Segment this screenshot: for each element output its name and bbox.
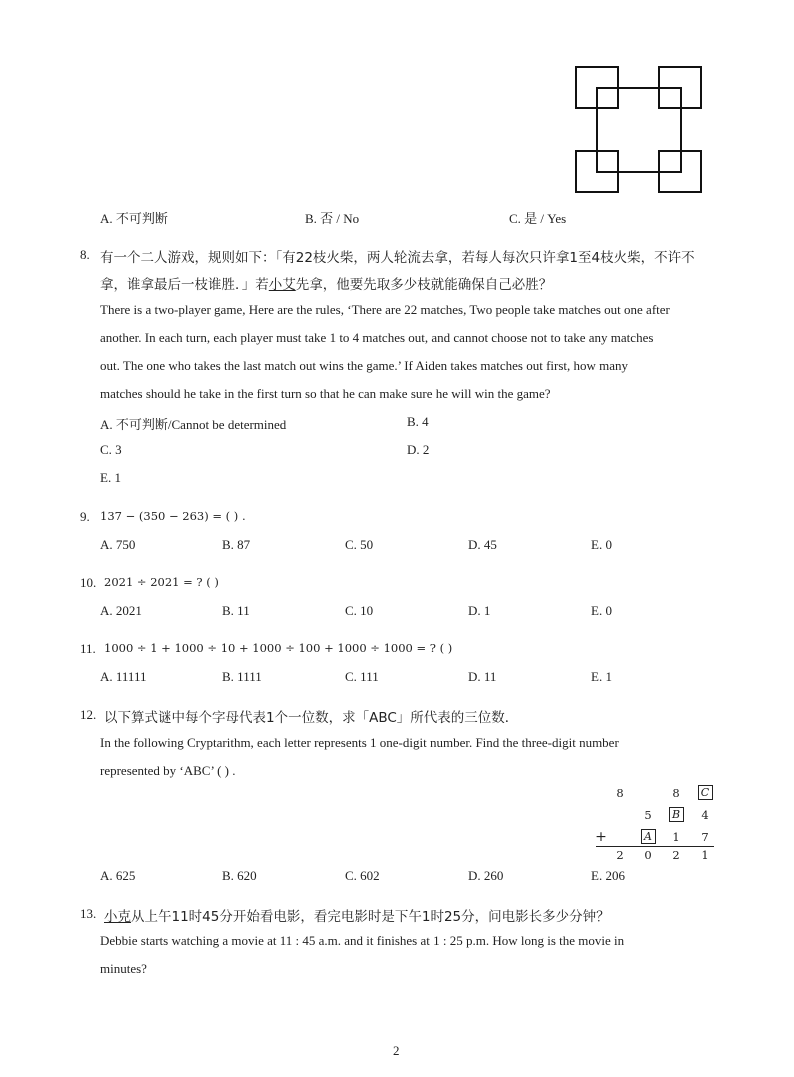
q10-option-e: E. 0 (591, 603, 612, 618)
q12-option-c: C. 602 (345, 868, 380, 883)
q9-option-e: E. 0 (591, 537, 612, 552)
puzzle-result-c3: 2 (672, 848, 680, 862)
q8-en-line3: out. The one who takes the last match out wins the game.’ If Aiden takes matches out first, how many (100, 358, 629, 373)
q8-cn-name: 小艾 (268, 277, 296, 293)
q13-number: 13. (80, 906, 97, 921)
center-square (597, 88, 681, 172)
q9-option-a: A. 750 (100, 537, 136, 552)
q12-option-e: E. 206 (591, 868, 625, 883)
q8-number: 8. (80, 247, 90, 262)
q7-square-figure (570, 60, 710, 200)
q9-option-c: C. 50 (345, 537, 374, 552)
q12-en-line1: In the following Cryptarithm, each letter represents 1 one-digit number. Find the three-digit number (100, 735, 619, 750)
q10-option-c: C. 10 (345, 603, 374, 618)
q8-en-line4: matches should he take in the first turn so that he can make sure he will win the game? (100, 386, 551, 401)
q13-cn-rest: 从上午11时45分开始看电影，看完电影时是下午1时25分，问电影长多少分钟？ (131, 909, 610, 925)
q9-option-d: D. 45 (468, 537, 497, 552)
letter-box-a: A (641, 829, 656, 844)
puzzle-sum-line (596, 846, 714, 847)
q8-option-b: B. 4 (407, 414, 429, 429)
puzzle-r1-c3: 8 (672, 786, 680, 800)
q11-option-a: A. 11111 (100, 669, 147, 684)
q10-number: 10. (80, 575, 97, 590)
q12-option-a: A. 625 (100, 868, 136, 883)
q7-option-c: C. 是 / Yes (509, 211, 567, 226)
puzzle-r1-c2: 8 (616, 786, 624, 800)
q11-option-e: E. 1 (591, 669, 612, 684)
q9-number: 9. (80, 509, 90, 524)
q12-number: 12. (80, 707, 97, 722)
q12-cryptarithm (590, 784, 716, 864)
puzzle-r1-c4 (696, 785, 714, 800)
q12-option-d: D. 260 (468, 868, 504, 883)
page-number: 2 (393, 1043, 400, 1058)
puzzle-result-c2: 0 (644, 848, 652, 862)
q8-en-line1: There is a two-player game, Here are the rules, ‘There are 22 matches, Two people take matches out one after (100, 302, 670, 317)
letter-box-b: B (669, 807, 684, 822)
q13-en-line1: Debbie starts watching a movie at 11 : 45 a.m. and it finishes at 1 : 25 p.m. How long is the movie in (100, 933, 625, 948)
q11-option-d: D. 11 (468, 669, 497, 684)
puzzle-r3-c4: 7 (701, 830, 709, 844)
puzzle-result-c1: 2 (616, 848, 624, 862)
q10-option-d: D. 1 (468, 603, 491, 618)
letter-box-c: C (698, 785, 713, 800)
puzzle-plus-sign: + (595, 829, 607, 845)
puzzle-r3-c3: 1 (672, 830, 680, 844)
q8-option-c: C. 3 (100, 442, 122, 457)
q8-en-line2: another. In each turn, each player must take 1 to 4 matches out, and cannot choose not to take any matches (100, 330, 654, 345)
q8-option-d: D. 2 (407, 442, 430, 457)
puzzle-r2-c2: 5 (644, 808, 652, 822)
q10-option-b: B. 11 (222, 603, 250, 618)
q7-option-a: A. 不可判断 (100, 211, 168, 226)
q12-option-b: B. 620 (222, 868, 257, 883)
q8-option-e: E. 1 (100, 470, 121, 485)
q10-option-a: A. 2021 (100, 603, 142, 618)
q11-expression: 1000 ÷ 1 + 1000 ÷ 10 + 1000 ÷ 100 + 1000 ÷ 1000 = ? ( ) (104, 641, 453, 655)
q8-cn-line1: 有一个二人游戏，规则如下：「有22枝火柴，两人轮流去拿，若每人每次只许拿1至4枝火柴，不许不 (100, 250, 695, 266)
q13-cn-name: 小克 (104, 909, 131, 925)
q9-expression: 137 − (350 − 263) = ( ) . (100, 509, 246, 523)
q11-option-c: C. 111 (345, 669, 379, 684)
q13-en-line2: minutes? (100, 961, 147, 976)
q11-number: 11. (80, 641, 96, 656)
q8-option-a: A. 不可判断/Cannot be determined (100, 417, 287, 432)
q12-en-line2: represented by ‘ABC’ ( ) . (100, 763, 236, 778)
q12-cn-line: 以下算式谜中每个字母代表1个一位数，求「ABC」所代表的三位数． (104, 710, 519, 726)
puzzle-r2-c3 (667, 807, 685, 822)
puzzle-r3-c2 (639, 829, 657, 844)
q8-cn-line2-b: 先拿，他要先取多少枝就能确保自己必胜？ (295, 277, 553, 293)
q13-cn-line (104, 905, 610, 925)
puzzle-r2-c4: 4 (701, 808, 709, 822)
q11-option-b: B. 1111 (222, 669, 262, 684)
q9-option-b: B. 87 (222, 537, 251, 552)
q8-cn-line2-a: 拿，谁拿最后一枝谁胜．」若 (100, 277, 269, 293)
q7-option-b: B. 否 / No (305, 211, 360, 226)
puzzle-result-c4: 1 (701, 848, 709, 862)
q10-expression: 2021 ÷ 2021 = ? ( ) (104, 575, 219, 589)
q8-cn-line2 (100, 273, 552, 293)
